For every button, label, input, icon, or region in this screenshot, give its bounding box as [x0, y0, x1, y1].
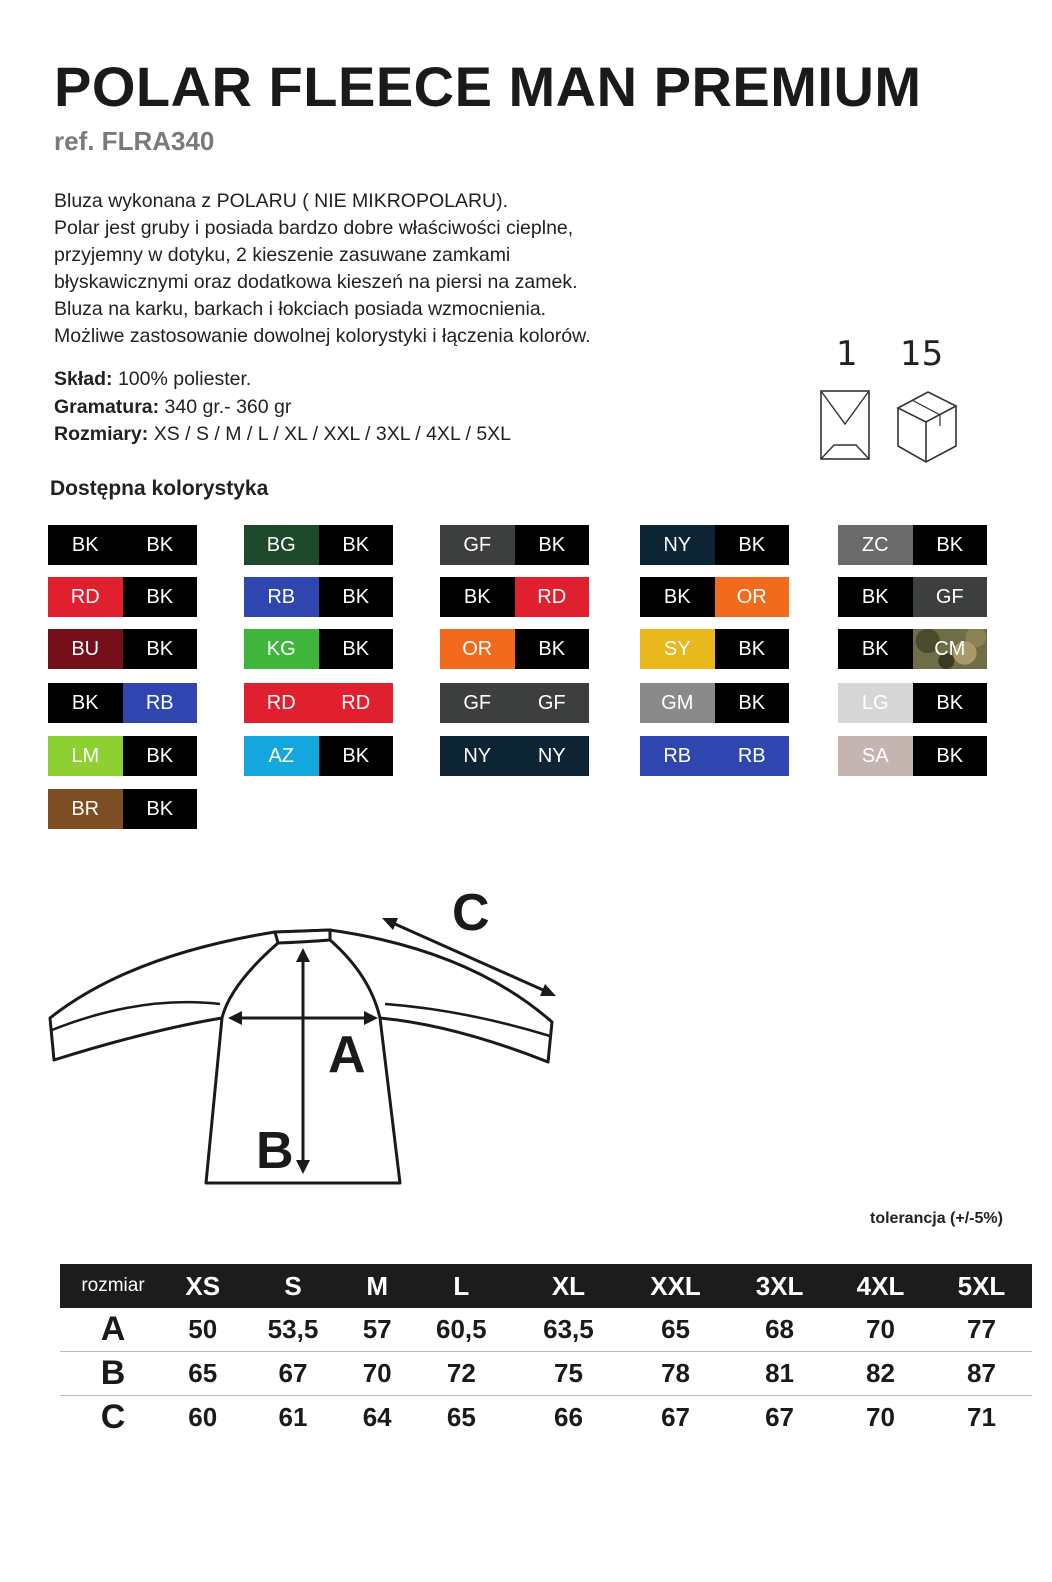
- tolerance-note: tolerancja (+/-5%): [870, 1210, 1003, 1227]
- swatch-main-color: BK: [440, 577, 515, 617]
- swatch-main-color: LM: [48, 736, 123, 776]
- swatch-accent-color: RB: [715, 736, 790, 776]
- swatch-main-color: BK: [48, 683, 123, 723]
- color-swatch: [244, 683, 393, 723]
- table-cell: 67: [239, 1352, 346, 1396]
- swatch-accent-color: BK: [913, 525, 988, 565]
- swatch-main-color: RD: [48, 577, 123, 617]
- box-count: 15: [900, 334, 944, 374]
- spec-weight: [54, 394, 511, 422]
- table-cell: 66: [553, 1402, 583, 1432]
- label-c: C: [452, 884, 490, 942]
- row-label: C: [100, 1398, 126, 1436]
- swatch-accent-color: BK: [913, 683, 988, 723]
- color-swatch: [440, 577, 589, 617]
- size-col-header: M: [366, 1270, 388, 1301]
- swatch-main-color: BG: [244, 525, 319, 565]
- swatch-accent-color: GF: [913, 577, 988, 617]
- size-col-header: L: [453, 1270, 470, 1301]
- color-swatch: [838, 736, 987, 776]
- swatch-main-color: BU: [48, 629, 123, 669]
- size-header-label: rozmiar: [81, 1275, 145, 1296]
- swatch-main-color: BK: [838, 629, 913, 669]
- size-col-header: 5XL: [957, 1270, 1006, 1301]
- table-row: [60, 1308, 1032, 1352]
- swatch-accent-color: BK: [715, 683, 790, 723]
- color-swatch: [48, 525, 197, 565]
- color-swatch: [640, 525, 789, 565]
- garment-measurement-diagram: [40, 880, 580, 1200]
- description-line: przyjemny w dotyku, 2 kieszenie zasuwane zamkami: [54, 244, 511, 266]
- table-cell: 50: [166, 1308, 239, 1352]
- row-label: B: [60, 1352, 166, 1396]
- product-ref: ref. FLRA340: [54, 126, 215, 156]
- color-swatch: [244, 629, 393, 669]
- table-cell: 70: [830, 1308, 931, 1352]
- table-cell: 61: [278, 1402, 308, 1432]
- table-cell: 87: [931, 1352, 1032, 1396]
- swatch-accent-color: BK: [319, 577, 394, 617]
- envelope-bag-icon: [818, 388, 874, 462]
- description-line: Możliwe zastosowanie dowolnej kolorystyki i łączenia kolorów.: [54, 325, 591, 347]
- table-cell: 65: [166, 1352, 239, 1396]
- swatch-main-color: LG: [838, 683, 913, 723]
- description-line: Bluza na karku, barkach i łokciach posiada wzmocnienia.: [54, 298, 547, 320]
- size-col-header: 3XL: [755, 1270, 804, 1301]
- table-cell: 67: [765, 1402, 794, 1432]
- spec-sizes-value: XS / S / M / L / XL / XXL / 3XL / 4XL / 5XL: [148, 423, 512, 445]
- collar-outline: [275, 930, 330, 943]
- swatch-accent-color: NY: [515, 736, 590, 776]
- spec-composition: [54, 366, 511, 394]
- swatch-main-color: SA: [838, 736, 913, 776]
- swatch-accent-color: BK: [123, 577, 198, 617]
- table-cell: 60: [188, 1402, 218, 1432]
- swatch-accent-color: RD: [319, 683, 394, 723]
- swatch-main-color: RB: [640, 736, 715, 776]
- color-swatch: [838, 629, 987, 669]
- color-swatch: [244, 736, 393, 776]
- table-cell: 70: [347, 1352, 408, 1396]
- spec-sizes: [54, 421, 511, 449]
- product-title: POLAR FLEECE MAN PREMIUM: [54, 55, 922, 118]
- swatch-main-color: GF: [440, 525, 515, 565]
- label-a: A: [328, 1026, 366, 1084]
- table-cell: 68: [729, 1308, 830, 1352]
- swatch-main-color: GM: [640, 683, 715, 723]
- spec-weight-label: Gramatura:: [54, 395, 160, 418]
- color-swatch: [838, 525, 987, 565]
- label-b: B: [256, 1122, 294, 1180]
- color-swatch: [440, 525, 589, 565]
- product-description: [54, 188, 591, 350]
- swatch-accent-color: GF: [515, 683, 590, 723]
- carton-box-icon: [894, 388, 960, 464]
- color-swatch: [48, 629, 197, 669]
- swatch-accent-color: BK: [515, 629, 590, 669]
- size-col-header: 4XL: [856, 1270, 905, 1301]
- swatch-accent-color: BK: [913, 736, 988, 776]
- color-swatch: [244, 577, 393, 617]
- swatch-main-color: OR: [440, 629, 515, 669]
- color-swatch: [640, 577, 789, 617]
- color-swatch: [244, 525, 393, 565]
- color-swatch: [440, 629, 589, 669]
- size-table-header: [60, 1264, 1032, 1308]
- swatch-main-color: BK: [838, 577, 913, 617]
- swatch-main-color: NY: [440, 736, 515, 776]
- swatch-main-color: BK: [640, 577, 715, 617]
- color-swatch: [440, 683, 589, 723]
- table-cell: 70: [866, 1402, 895, 1432]
- swatch-main-color: GF: [440, 683, 515, 723]
- spec-weight-value: 340 gr.- 360 gr: [159, 395, 292, 418]
- table-cell: 57: [347, 1308, 408, 1352]
- description-line: Polar jest gruby i posiada bardzo dobre właściwości cieplne,: [54, 217, 574, 239]
- bag-count: 1: [836, 334, 858, 374]
- color-swatch: [640, 629, 789, 669]
- color-swatch: [838, 577, 987, 617]
- table-cell: 60,5: [408, 1308, 515, 1352]
- swatch-accent-color: CM: [913, 629, 988, 669]
- table-cell: 67: [661, 1402, 690, 1432]
- color-swatch: [48, 683, 197, 723]
- swatch-main-color: AZ: [244, 736, 319, 776]
- table-cell: 63,5: [515, 1308, 622, 1352]
- table-cell: 81: [729, 1352, 830, 1396]
- swatch-accent-color: RD: [515, 577, 590, 617]
- color-swatch: [48, 789, 197, 829]
- swatch-accent-color: BK: [123, 789, 198, 829]
- size-col-header: S: [284, 1270, 302, 1301]
- table-cell: 65: [622, 1308, 729, 1352]
- color-swatch: [640, 736, 789, 776]
- table-cell: 72: [408, 1352, 515, 1396]
- table-cell: 78: [622, 1352, 729, 1396]
- description-line: błyskawicznymi oraz dodatkowa kieszeń na piersi na zamek.: [54, 271, 578, 293]
- swatch-main-color: BR: [48, 789, 123, 829]
- swatch-accent-color: BK: [319, 736, 394, 776]
- table-cell: 77: [931, 1308, 1032, 1352]
- table-cell: 65: [446, 1402, 476, 1432]
- swatch-accent-color: BK: [715, 525, 790, 565]
- colors-heading: Dostępna kolorystyka: [50, 477, 269, 500]
- size-table: [60, 1264, 1032, 1439]
- spec-composition-value: 100% poliester.: [112, 368, 252, 390]
- swatch-main-color: SY: [640, 629, 715, 669]
- swatch-accent-color: BK: [715, 629, 790, 669]
- swatch-accent-color: BK: [319, 525, 394, 565]
- color-swatch: [838, 683, 987, 723]
- spec-composition-label: Skład:: [54, 368, 113, 390]
- swatch-main-color: ZC: [838, 525, 913, 565]
- color-swatch: [48, 736, 197, 776]
- swatch-accent-color: BK: [319, 629, 394, 669]
- swatch-main-color: RB: [244, 577, 319, 617]
- table-row: [60, 1396, 1032, 1440]
- table-cell: 82: [830, 1352, 931, 1396]
- swatch-accent-color: BK: [123, 736, 198, 776]
- swatch-accent-color: BK: [515, 525, 590, 565]
- swatch-accent-color: OR: [715, 577, 790, 617]
- color-swatch: [440, 736, 589, 776]
- sweatshirt-outline: [50, 930, 552, 1183]
- swatch-accent-color: BK: [123, 629, 198, 669]
- color-swatch: [48, 577, 197, 617]
- table-cell: 71: [967, 1402, 996, 1432]
- table-cell: 75: [515, 1352, 622, 1396]
- table-row: [60, 1352, 1032, 1396]
- swatch-main-color: NY: [640, 525, 715, 565]
- size-col-header: XL: [551, 1270, 586, 1301]
- size-col-header: XS: [185, 1270, 221, 1301]
- table-cell: 53,5: [239, 1308, 346, 1352]
- row-label: A: [60, 1308, 166, 1352]
- swatch-main-color: RD: [244, 683, 319, 723]
- swatch-accent-color: RB: [123, 683, 198, 723]
- product-specs: [54, 366, 511, 449]
- swatch-main-color: KG: [244, 629, 319, 669]
- spec-sizes-label: Rozmiary:: [54, 423, 149, 445]
- swatch-accent-color: BK: [123, 525, 198, 565]
- size-col-header: XXL: [650, 1270, 701, 1301]
- table-cell: 64: [362, 1402, 392, 1432]
- color-swatch: [640, 683, 789, 723]
- swatch-main-color: BK: [48, 525, 123, 565]
- description-line: Bluza wykonana z POLARU ( NIE MIKROPOLARU).: [54, 190, 509, 212]
